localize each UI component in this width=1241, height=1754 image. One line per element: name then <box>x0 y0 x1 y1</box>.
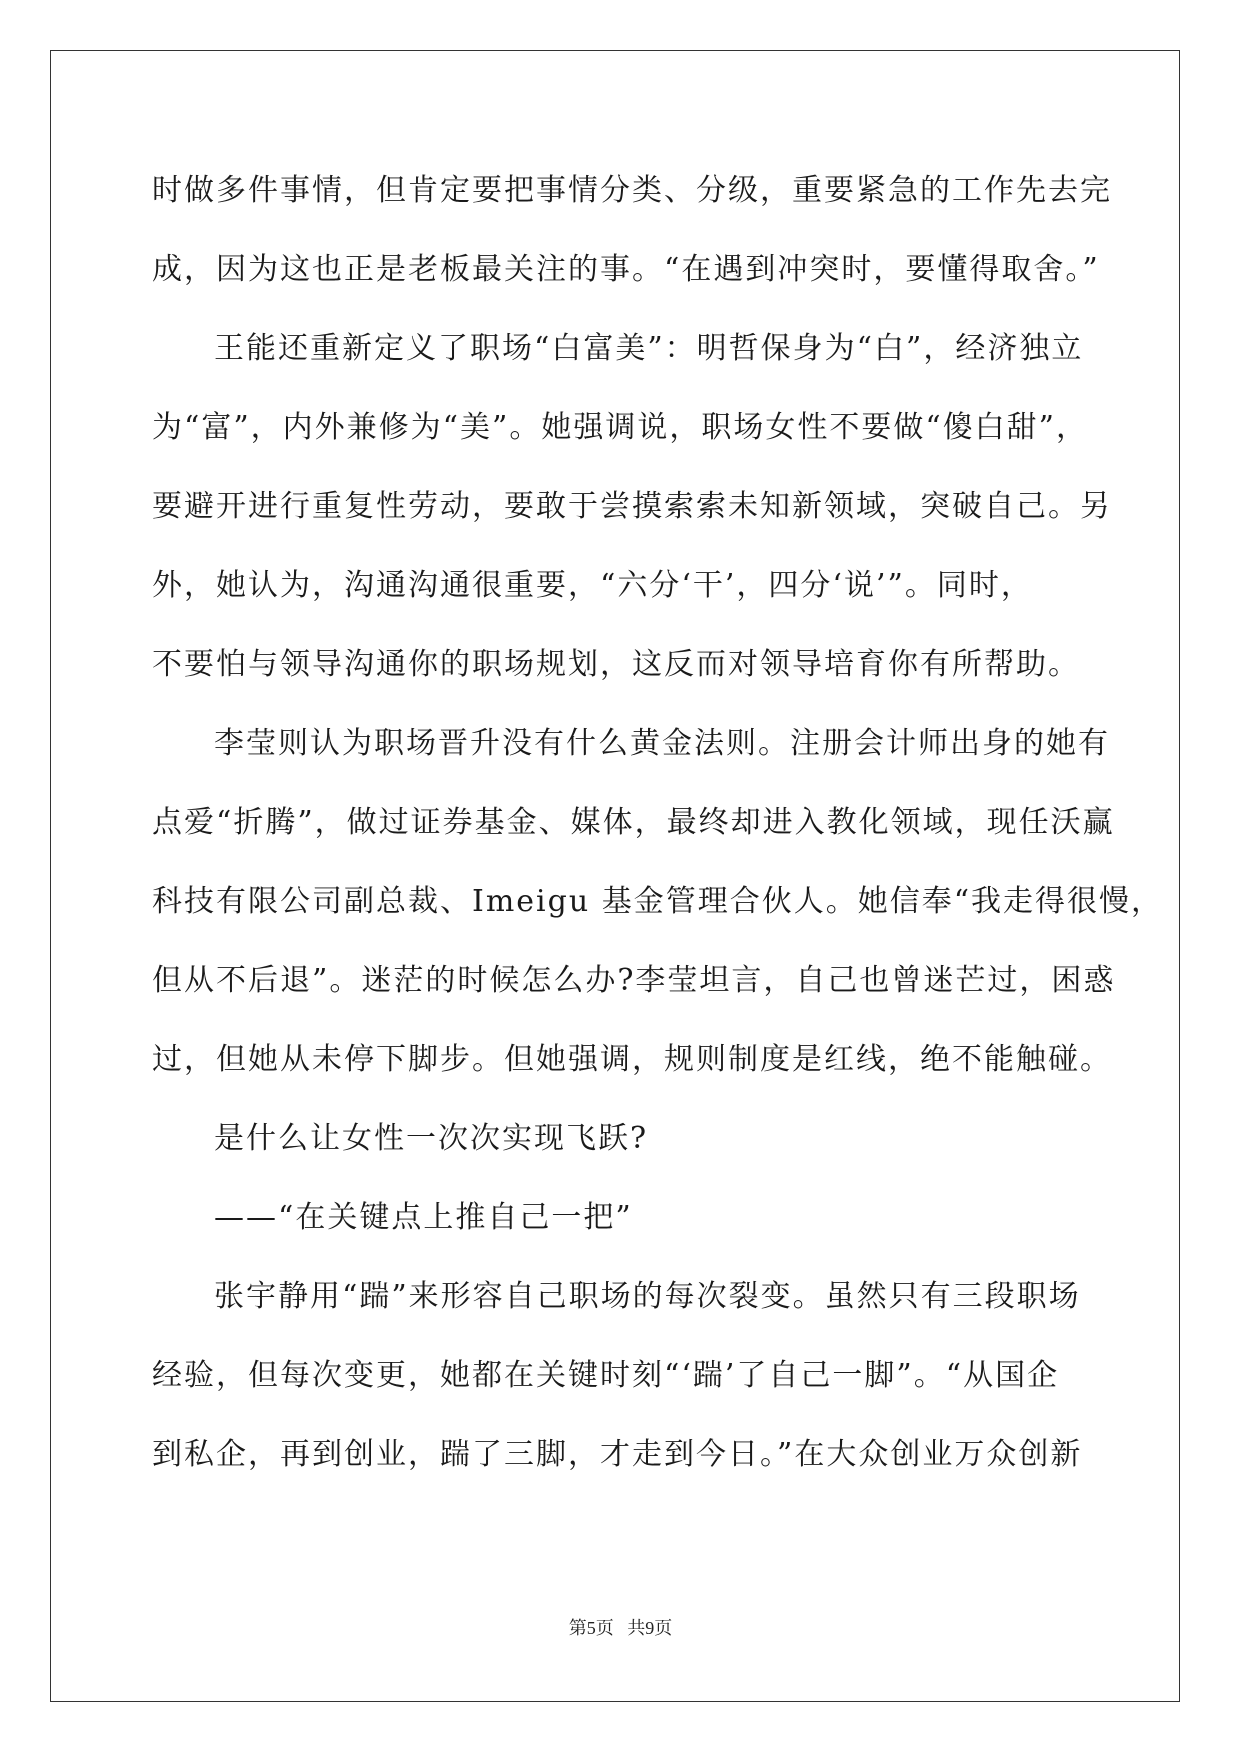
document-body <box>152 163 1164 1506</box>
page-number: 5 <box>586 1618 596 1638</box>
text-line: 点爱“折腾”，做过证券基金、媒体，最终却进入教化领域，现任沃赢 <box>152 805 1115 840</box>
total-suffix: 页 <box>654 1618 673 1638</box>
section-question: 是什么让女性一次次实现飞跃? <box>214 1121 649 1156</box>
page-prefix: 第 <box>568 1618 587 1638</box>
page-footer <box>0 1614 1241 1640</box>
page-suffix: 页 <box>595 1618 614 1638</box>
section-subtitle: ——“在关键点上推自己一把” <box>214 1200 633 1235</box>
text-line: 但从不后退”。迷茫的时候怎么办?李莹坦言，自己也曾迷芒过，困惑 <box>152 963 1116 998</box>
text-line: 为“富”，内外兼修为“美”。她强调说，职场女性不要做“傻白甜”， <box>152 410 1089 445</box>
total-pages: 9 <box>645 1618 655 1638</box>
total-prefix: 共 <box>627 1618 646 1638</box>
text-line: 外，她认为，沟通沟通很重要，“六分‘干’，四分‘说’”。同时， <box>152 568 1033 603</box>
text-line: 不要怕与领导沟通你的职场规划，这反而对领导培育你有所帮助。 <box>152 647 1080 682</box>
paragraph-start: 李莹则认为职场晋升没有什么黄金法则。注册会计师出身的她有 <box>214 726 1110 761</box>
text-line: 成，因为这也正是老板最关注的事。“在遇到冲突时，要懂得取舍。” <box>152 252 1100 287</box>
text-line: 要避开进行重复性劳动，要敢于尝摸索索未知新领域，突破自己。另 <box>152 489 1112 524</box>
text-line: 科技有限公司副总裁、Imeigu 基金管理合伙人。她信奉“我走得很慢， <box>152 884 1164 919</box>
paragraph-start: 张宇静用“踹”来形容自己职场的每次裂变。虽然只有三段职场 <box>214 1279 1081 1314</box>
text-line: 时做多件事情，但肯定要把事情分类、分级，重要紧急的工作先去完 <box>152 173 1112 208</box>
text-line: 到私企，再到创业，踹了三脚，才走到今日。”在大众创业万众创新 <box>152 1437 1083 1472</box>
text-line: 经验，但每次变更，她都在关键时刻“‘踹’了自己一脚”。“从国企 <box>152 1358 1060 1393</box>
paragraph-start: 王能还重新定义了职场“白富美”：明哲保身为“白”，经济独立 <box>214 331 1084 366</box>
text-line: 过，但她从未停下脚步。但她强调，规则制度是红线，绝不能触碰。 <box>152 1042 1112 1077</box>
